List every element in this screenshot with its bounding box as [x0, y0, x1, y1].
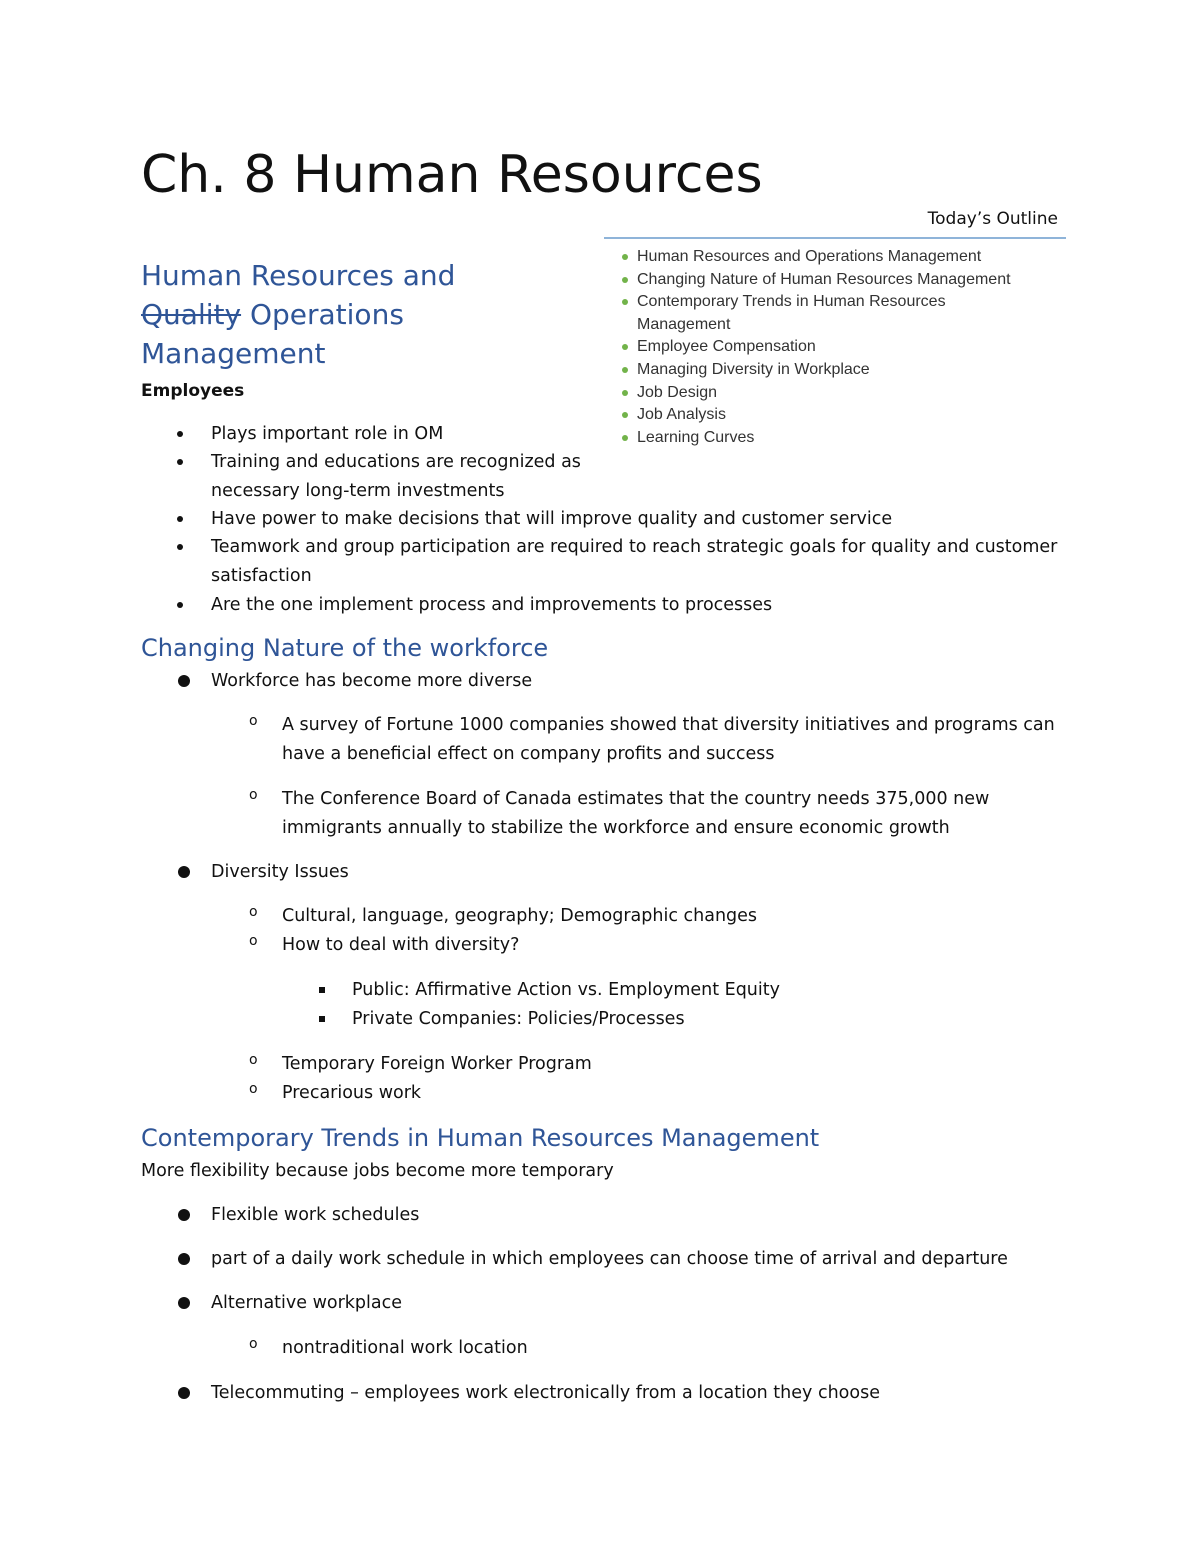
section-heading-changing-nature: Changing Nature of the workforce: [141, 634, 549, 662]
outline-item: Employee Compensation: [620, 336, 1060, 359]
struck-word: Quality: [141, 298, 242, 331]
list-item: A survey of Fortune 1000 companies showed that diversity initiatives and programs can: [282, 715, 1055, 735]
sub-bullet-icon: o: [249, 713, 258, 729]
bullet-icon: [178, 1209, 190, 1221]
green-bullet-icon: [622, 412, 628, 418]
section-heading-contemporary-trends: Contemporary Trends in Human Resources Management: [141, 1124, 820, 1152]
list-item: Training and educations are recognized as: [211, 452, 581, 472]
bullet-icon: [177, 602, 183, 608]
list-item-continuation: satisfaction: [211, 566, 312, 586]
list-item: Are the one implement process and improvements to processes: [211, 595, 773, 615]
sub-bullet-icon: o: [249, 787, 258, 803]
outline-item: Changing Nature of Human Resources Management: [620, 269, 1060, 292]
list-item: Cultural, language, geography; Demographic changes: [282, 906, 758, 926]
list-item: Have power to make decisions that will improve quality and customer service: [211, 509, 893, 529]
list-item: Private Companies: Policies/Processes: [352, 1009, 685, 1029]
outline-divider: [604, 237, 1066, 239]
bullet-icon: [177, 431, 183, 437]
sub-bullet-icon: o: [249, 1052, 258, 1068]
list-item: Diversity Issues: [211, 862, 349, 882]
list-item: part of a daily work schedule in which employees can choose time of arrival and departure: [211, 1249, 1008, 1269]
list-item: Teamwork and group participation are required to reach strategic goals for quality and customer: [211, 537, 1058, 557]
sub-bullet-icon: o: [249, 933, 258, 949]
green-bullet-icon: [622, 435, 628, 441]
bullet-icon: [177, 516, 183, 522]
outline-item: Job Analysis: [620, 404, 1060, 427]
bullet-icon: [178, 1253, 190, 1265]
list-item: Workforce has become more diverse: [211, 671, 533, 691]
subheading-employees: Employees: [141, 381, 245, 401]
list-item: The Conference Board of Canada estimates that the country needs 375,000 new: [282, 789, 990, 809]
green-bullet-icon: [622, 299, 628, 305]
outline-label: Today’s Outline: [927, 209, 1058, 229]
green-bullet-icon: [622, 277, 628, 283]
list-item: Public: Affirmative Action vs. Employment Equity: [352, 980, 780, 1000]
outline-list: [620, 246, 1060, 449]
green-bullet-icon: [622, 367, 628, 373]
bullet-icon: [177, 544, 183, 550]
intro-text: More flexibility because jobs become more temporary: [141, 1161, 614, 1181]
list-item-continuation: immigrants annually to stabilize the workforce and ensure economic growth: [282, 818, 950, 838]
outline-item: Learning Curves: [620, 427, 1060, 450]
list-item: Flexible work schedules: [211, 1205, 420, 1225]
list-item-continuation: have a beneficial effect on company profits and success: [282, 744, 775, 764]
bullet-icon: [177, 459, 183, 465]
list-item: Telecommuting – employees work electronically from a location they choose: [211, 1383, 880, 1403]
green-bullet-icon: [622, 390, 628, 396]
list-item: Temporary Foreign Worker Program: [282, 1054, 592, 1074]
green-bullet-icon: [622, 344, 628, 350]
list-item: Precarious work: [282, 1083, 422, 1103]
outline-item: Contemporary Trends in Human Resources Management: [620, 291, 997, 336]
outline-item: Human Resources and Operations Management: [620, 246, 1060, 269]
page-title: Ch. 8 Human Resources: [141, 145, 763, 205]
outline-item: Job Design: [620, 382, 1060, 405]
sub-bullet-icon: o: [249, 904, 258, 920]
sub-bullet-icon: o: [249, 1336, 258, 1352]
square-bullet-icon: [319, 1016, 325, 1022]
square-bullet-icon: [319, 987, 325, 993]
bullet-icon: [178, 866, 190, 878]
bullet-icon: [178, 1387, 190, 1399]
outline-item: Managing Diversity in Workplace: [620, 359, 1060, 382]
bullet-icon: [178, 1297, 190, 1309]
list-item: How to deal with diversity?: [282, 935, 520, 955]
sub-bullet-icon: o: [249, 1081, 258, 1097]
list-item: nontraditional work location: [282, 1338, 528, 1358]
list-item: Plays important role in OM: [211, 424, 444, 444]
list-item-continuation: necessary long-term investments: [211, 481, 505, 501]
green-bullet-icon: [622, 254, 628, 260]
bullet-icon: [178, 675, 190, 687]
list-item: Alternative workplace: [211, 1293, 403, 1313]
section-heading-hr-operations: Human Resources and Quality Operations Management: [141, 259, 456, 370]
